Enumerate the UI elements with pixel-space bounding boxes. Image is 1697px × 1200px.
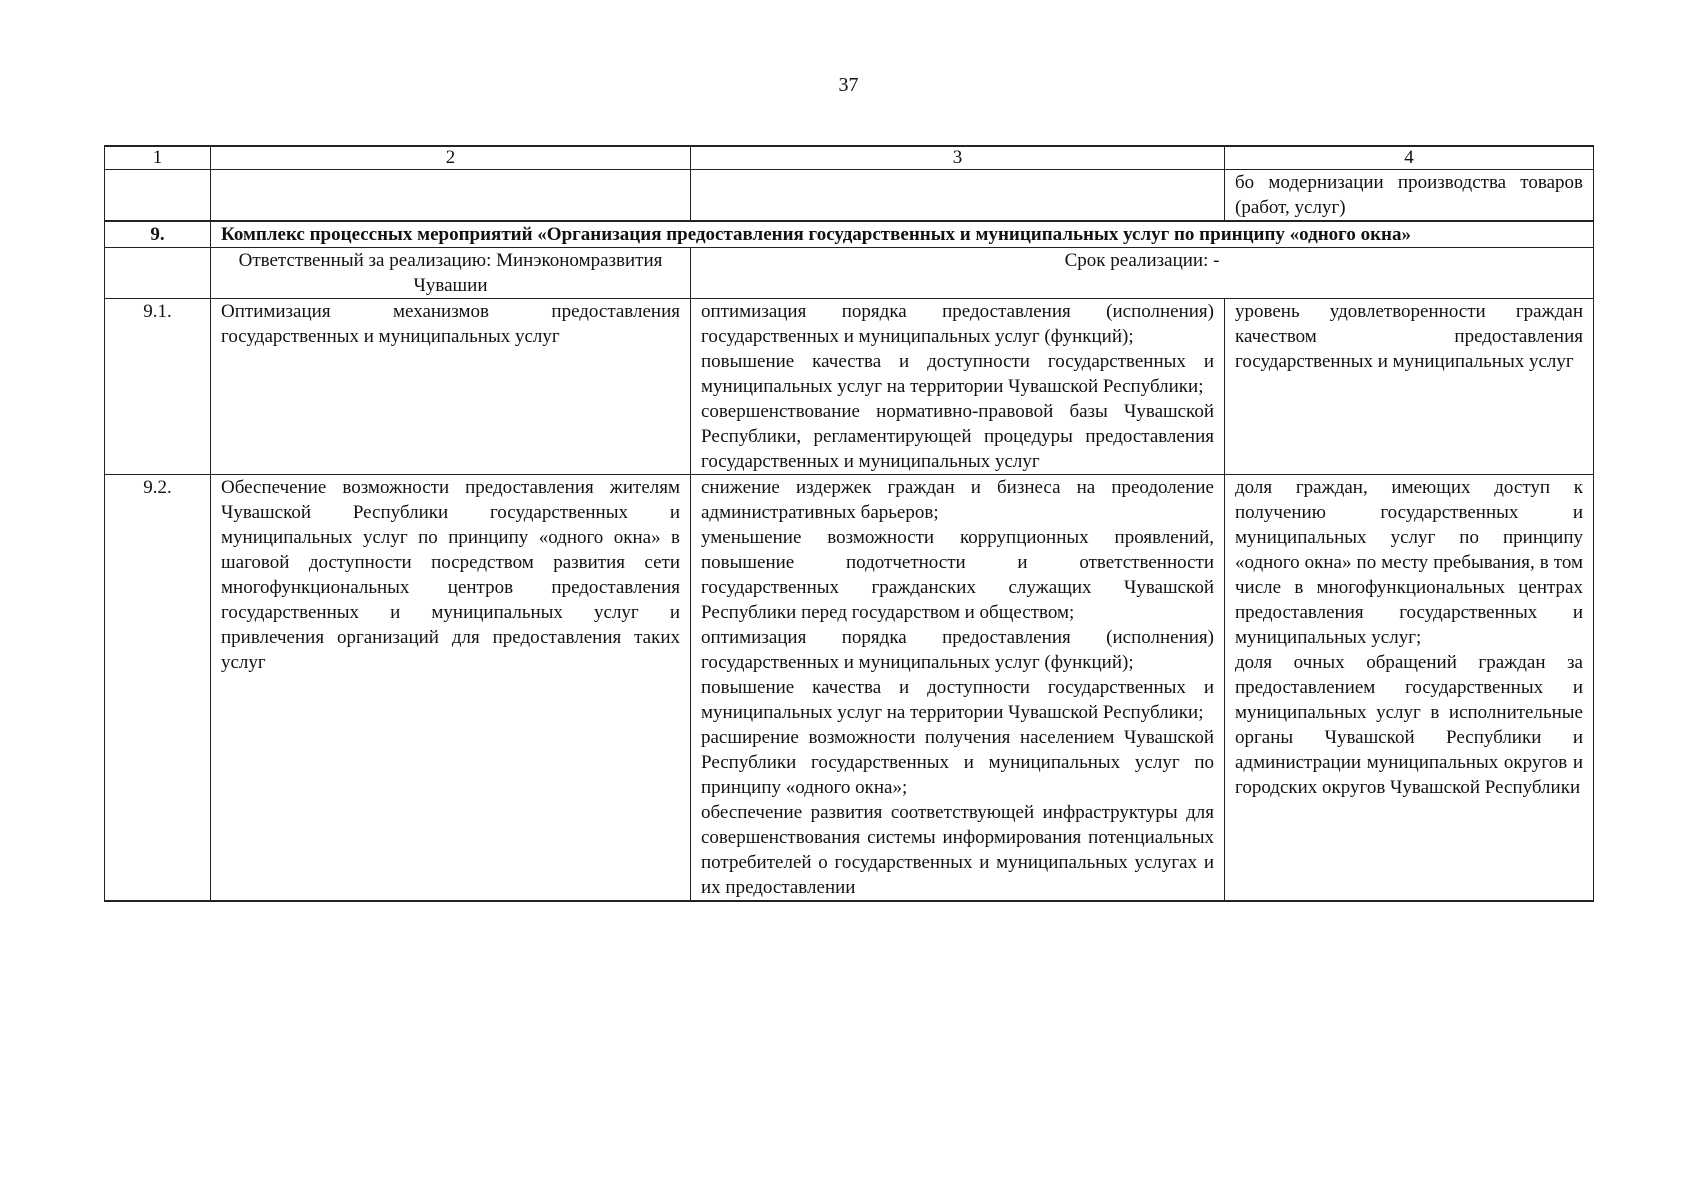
continuation-row xyxy=(105,170,1594,222)
table-row xyxy=(105,475,1594,902)
section-number: 9. xyxy=(105,221,211,248)
result-item: обеспечение развития соответствующей инфраструктуры для совершенствования системы информирования потенциальных потребителей о государственных и муниципальных услугах и их предоставлении xyxy=(701,802,1214,898)
row-results xyxy=(691,475,1225,902)
row-indicators xyxy=(1225,475,1594,902)
result-item: повышение качества и доступности государственных и муниципальных услуг на территории Чувашской Республики; xyxy=(701,677,1214,723)
indicator-item: уровень удовлетворенности граждан качеством предоставления государственных и муниципальных услуг xyxy=(1235,301,1583,372)
row-results xyxy=(691,299,1225,475)
result-item: снижение издержек граждан и бизнеса на преодоление административных барьеров; xyxy=(701,477,1214,523)
table-header-row xyxy=(105,146,1594,170)
row-number: 9.2. xyxy=(105,475,211,902)
row-task: Обеспечение возможности предоставления жителям Чувашской Республики государственных и муниципальных услуг по принципу «одного окна» в шаговой доступности посредством развития сети многофункциональных центров предоставления государственных и муниципальных услуг и привлечения организаций для предоставления таких услуг xyxy=(211,475,691,902)
result-item: совершенствование нормативно-правовой базы Чувашской Республики, регламентирующей процедуры предоставления государственных и муниципальных услуг xyxy=(701,401,1214,472)
table-row xyxy=(105,299,1594,475)
continuation-text: бо модернизации производства товаров (работ, услуг) xyxy=(1225,170,1594,222)
result-item: оптимизация порядка предоставления (исполнения) государственных и муниципальных услуг (функций); xyxy=(701,301,1214,347)
section-meta-row xyxy=(105,248,1594,299)
activities-table xyxy=(104,145,1594,902)
responsible-text: Ответственный за реализацию: Минэкономразвития Чувашии xyxy=(211,248,691,299)
row-number: 9.1. xyxy=(105,299,211,475)
row-task: Оптимизация механизмов предоставления государственных и муниципальных услуг xyxy=(211,299,691,475)
result-item: расширение возможности получения населением Чувашской Республики государственных и муниципальных услуг по принципу «одного окна»; xyxy=(701,727,1214,798)
deadline-text: Срок реализации: - xyxy=(691,248,1594,299)
section-row xyxy=(105,221,1594,248)
header-cell: 3 xyxy=(691,146,1225,170)
result-item: повышение качества и доступности государственных и муниципальных услуг на территории Чувашской Республики; xyxy=(701,351,1214,397)
result-item: уменьшение возможности коррупционных проявлений, повышение подотчетности и ответственности государственных гражданских служащих Чувашской Республики перед государством и обществом; xyxy=(701,527,1214,623)
row-indicators xyxy=(1225,299,1594,475)
indicator-item: доля граждан, имеющих доступ к получению государственных и муниципальных услуг по принципу «одного окна» по месту пребывания, в том числе в многофункциональных центрах предоставления государственных и муниципальных услуг; xyxy=(1235,477,1583,648)
header-cell: 2 xyxy=(211,146,691,170)
indicator-item: доля очных обращений граждан за предоставлением государственных и муниципальных услуг в исполнительные органы Чувашской Республики и администрации муниципальных округов и городских округов Чувашской Республики xyxy=(1235,652,1583,798)
section-title: Комплекс процессных мероприятий «Организация предоставления государственных и муниципальных услуг по принципу «одного окна» xyxy=(211,221,1594,248)
header-cell: 1 xyxy=(105,146,211,170)
header-cell: 4 xyxy=(1225,146,1594,170)
page-number: 37 xyxy=(838,74,859,96)
result-item: оптимизация порядка предоставления (исполнения) государственных и муниципальных услуг (функций); xyxy=(701,627,1214,673)
